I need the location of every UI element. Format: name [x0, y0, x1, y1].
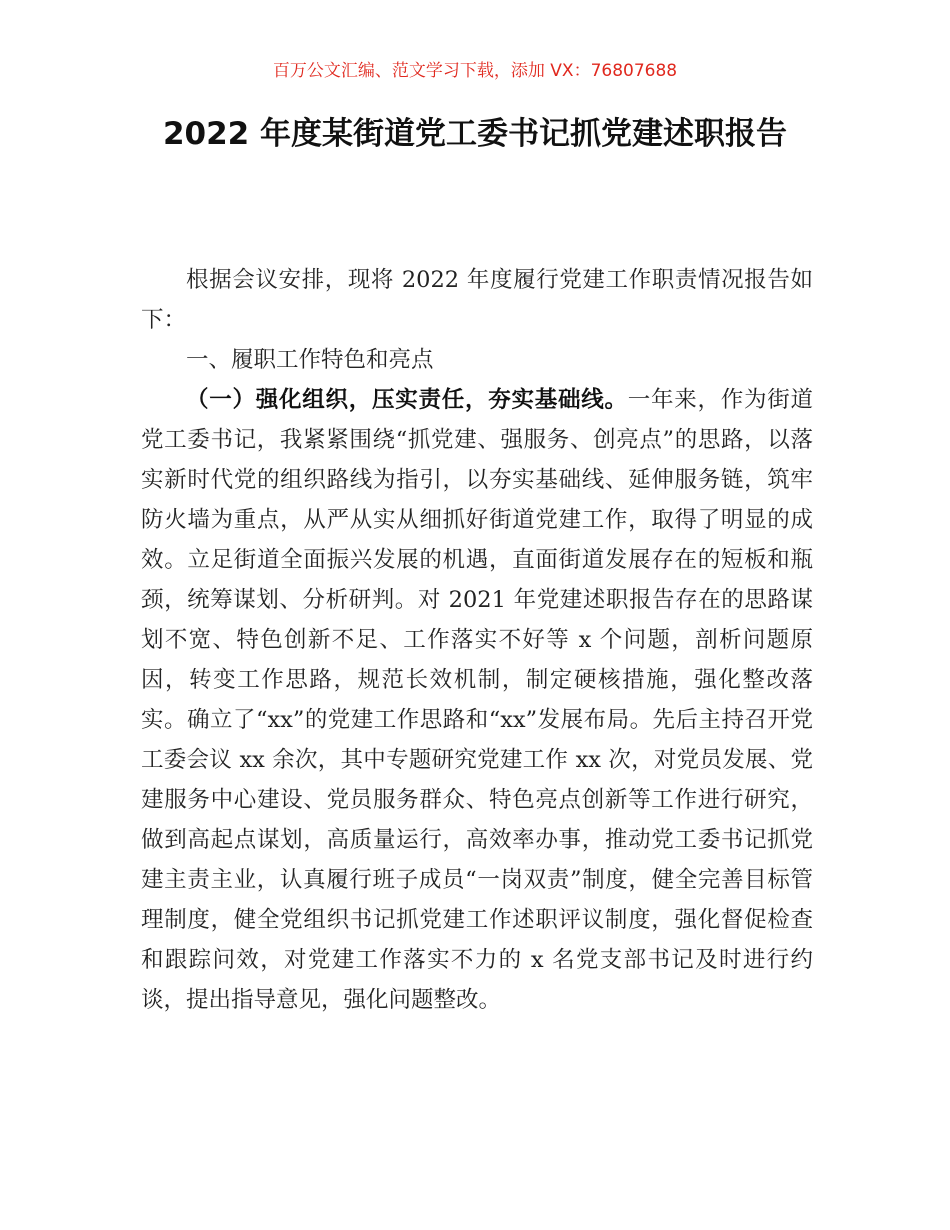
section-heading: 一、履职工作特色和亮点 — [186, 347, 434, 373]
subsection-paragraph — [141, 380, 813, 1020]
document-title: 2022 年度某街道党工委书记抓党建述职报告 — [162, 116, 788, 152]
header-banner: 百万公文汇编、范文学习下载，添加 VX：76807688 — [272, 61, 678, 81]
intro-paragraph: 根据会议安排，现将 2022 年度履行党建工作职责情况报告如下： — [141, 267, 813, 333]
document-body — [141, 260, 813, 1020]
subsection-body: 一年来，作为街道党工委书记，我紧紧围绕“抓党建、强服务、创亮点”的思路，以落实新时代党的组织路线为指引，以夯实基础线、延伸服务链，筑牢防火墙为重点，从严从实从细抓好街道党建工作，取得了明显的成效。立足街道全面振兴发展的机遇，直面街道发展存在的短板和瓶颈，统筹谋划、分析研判。对 2021 年党建述职报告存在的思路谋划不宽、特色创新不足、工作落实不好等 x 个问题，剖析问题原因，转变工作思路，规范长效机制，制定硬核措施，强化整改落实。确立了“xx”的党建工作思路和“xx”发展布局。先后主持召开党工委会议 xx 余次，其中专题研究党建工作 xx 次，对党员发展、党建服务中心建设、党员服务群众、特色亮点创新等工作进行研究，做到高起点谋划，高质量运行，高效率办事，推动党工委书记抓党建主责主业，认真履行班子成员“一岗双责”制度，健全完善目标管理制度，健全党组织书记抓党建工作述职评议制度，强化督促检查和跟踪问效，对党建工作落实不力的 x 名党支部书记及时进行约谈，提出指导意见，强化问题整改。 — [141, 387, 813, 1013]
subsection-lead: （一）强化组织，压实责任，夯实基础线。 — [186, 387, 628, 413]
